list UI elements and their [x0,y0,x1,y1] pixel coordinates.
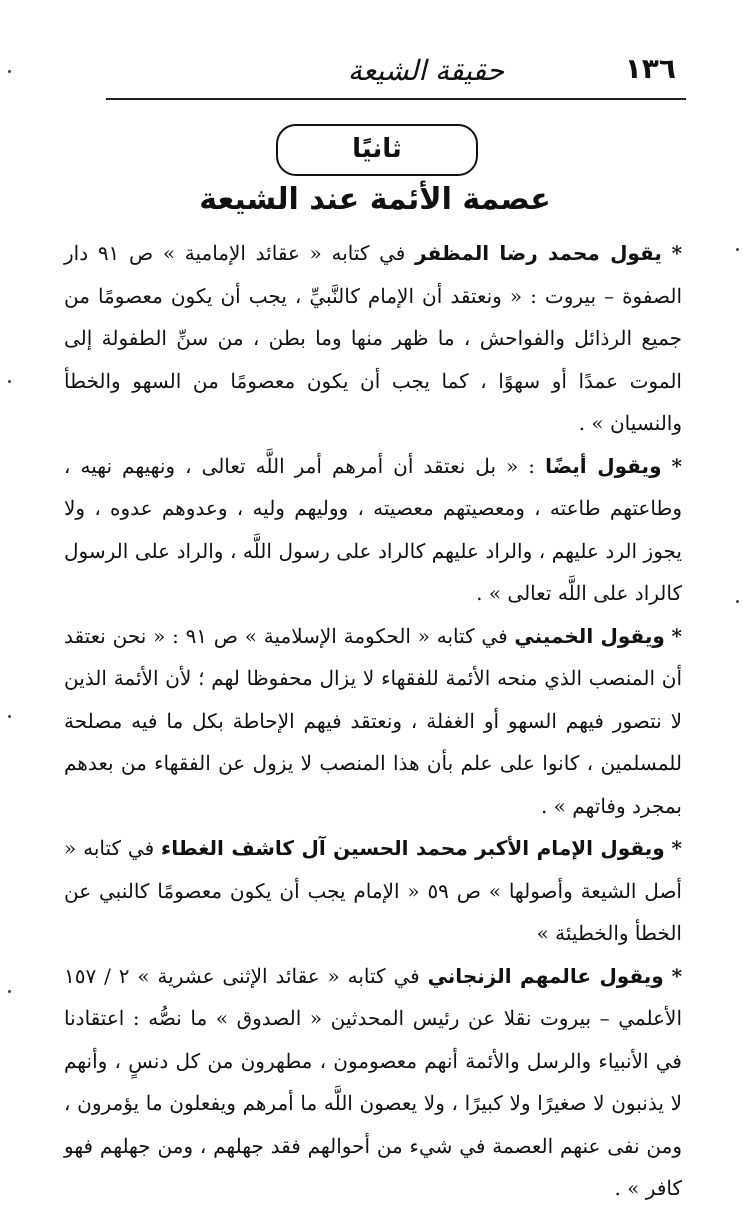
speaker-name: ويقول الخميني [514,623,665,648]
paragraph-text: في كتابه « عقائد الإمامية » ص ٩١ دار الصفوة – بيروت : « ونعتقد أن الإمام كالنَّبيِّ ، يجب أن يكون معصومًا من جميع الرذائل والفواحش ، ما ظهر منها وما بطن ، من سنِّ الطفولة إلى الموت عمدًا أو سهوًا ، كما يجب أن يكون معصومًا من السهو والخطأ والنسيان » . [64,241,682,435]
paragraph [64,445,682,615]
speaker-name: يقول محمد رضا المظفر [415,241,662,265]
margin-dot [8,715,11,718]
paragraph [64,232,682,445]
bullet-marker: * [671,836,682,860]
bullet-marker: * [671,963,683,988]
body-text [64,232,682,1210]
paragraph [64,955,682,1210]
page-header [106,48,686,100]
main-heading: عصمة الأئمة عند الشيعة [199,182,551,217]
margin-dot [736,248,739,251]
page-number: ١٣٦ [624,52,676,85]
paragraph-text: في كتابه « الحكومة الإسلامية » ص ٩١ : « نحن نعتقد أن المنصب الذي منحه الأئمة للفقهاء لا يزال محفوظا لهم ؛ لأن الأئمة الذين لا نتصور فيهم السهو أو الغفلة ، ونعتقد فيهم الإحاطة بكل ما فيه مصلحة للمسلمين ، كانوا على علم بأن هذا المنصب لا يزول عن الفقهاء من بعدهم بمجرد وفاتهم » . [64,623,682,818]
margin-dot [8,990,11,993]
section-label: ثانيًا [276,124,478,176]
paragraph [64,827,682,955]
speaker-name: ويقول عالمهم الزنجاني [427,963,664,988]
speaker-name: ويقول الإمام الأكبر محمد الحسين آل كاشف الغطاء [161,836,665,860]
margin-dot [8,70,11,73]
paragraph [64,615,682,828]
paragraph-text: في كتابه « عقائد الإثنى عشرية » ٢ / ١٥٧ الأعلمي – بيروت نقلا عن رئيس المحدثين « الصدوق » ما نصُّه : اعتقادنا في الأنبياء والرسل والأئمة أنهم معصومون ، مطهرون من كل دنسٍ ، وأنهم لا يذنبون لا صغيرًا ولا كبيرًا ، ولا يعصون اللَّه ما أمرهم ويفعلون ما يؤمرون ، ومن نفى عنهم العصمة في شيء من أحوالهم فقد جهلهم ، ومن جهلهم فهو كافر » . [64,963,682,1200]
bullet-marker: * [671,453,682,478]
margin-dot [8,380,11,383]
bullet-marker: * [671,623,682,648]
paragraph-text: في كتابه « أصل الشيعة وأصولها » ص ٥٩ « الإمام يجب أن يكون معصومًا كالنبي عن الخطأ والخطيئة » [64,836,682,945]
paragraph-text: : « بل نعتقد أن أمرهم أمر اللَّه تعالى ، ونهيهم نهيه ، وطاعتهم طاعته ، ومعصيتهم معصيته ، ووليهم وليه ، وعدوهم عدوه ، ولا يجوز الرد عليهم ، والراد عليهم كالراد على رسول اللَّه ، والراد على الرسول كالراد على اللَّه تعالى » . [64,453,683,605]
speaker-name: ويقول أيضًا [545,453,662,478]
bullet-marker: * [671,241,683,265]
margin-dot [736,600,739,603]
running-title: حقيقة الشيعة [347,54,505,87]
